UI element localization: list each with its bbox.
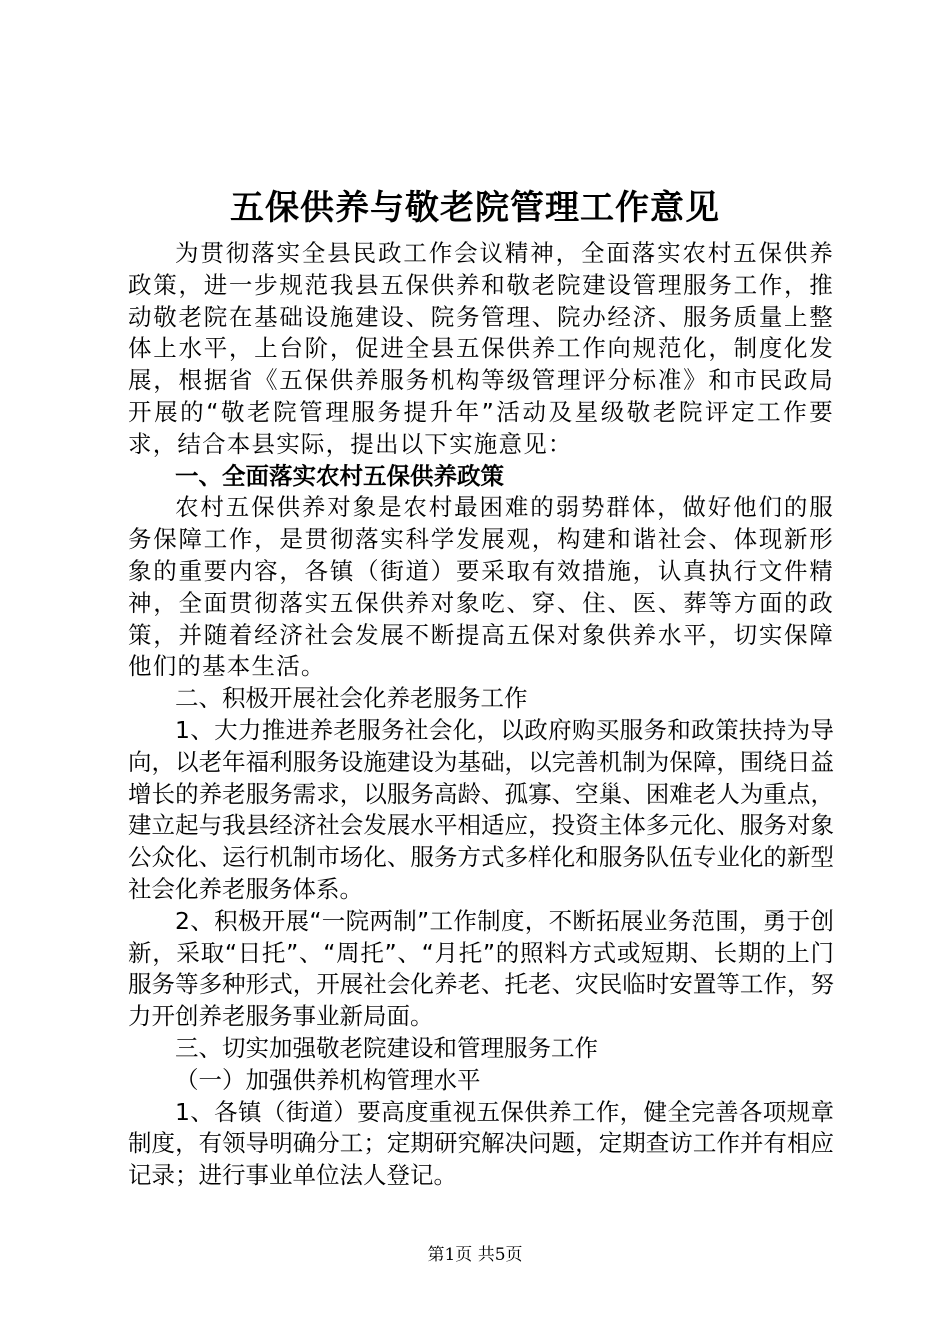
section-heading-3: 三、切实加强敬老院建设和管理服务工作 (175, 1033, 598, 1062)
document-body (128, 238, 834, 1192)
subsection-heading-3-1: （一）加强供养机构管理水平 (175, 1065, 481, 1094)
section-2-item-2: 2、积极开展“一院两制”工作制度，不断拓展业务范围，勇于创新，采取“日托”、“周托”、“月托”的照料方式或短期、长期的上门服务等多种形式，开展社会化养老、托老、灾民临时安置等工作，努力开创养老服务事业新局面。 (128, 906, 834, 1031)
section-heading-2: 二、积极开展社会化养老服务工作 (175, 684, 528, 713)
document-title: 五保供养与敬老院管理工作意见 (230, 188, 720, 228)
section-2-item-1: 1、大力推进养老服务社会化，以政府购买服务和政策扶持为导向，以老年福利服务设施建设为基础，以完善机制为保障，围绕日益增长的养老服务需求，以服务高龄、孤寡、空巢、困难老人为重点，建立起与我县经济社会发展水平相适应，投资主体多元化、服务对象公众化、运行机制市场化、服务方式多样化和服务队伍专业化的新型社会化养老服务体系。 (128, 715, 834, 903)
section-heading-1: 一、全面落实农村五保供养政策 (175, 461, 504, 490)
page-number-footer: 第1页 共5页 (427, 1245, 523, 1265)
intro-paragraph: 为贯彻落实全县民政工作会议精神，全面落实农村五保供养政策，进一步规范我县五保供养和敬老院建设管理服务工作，推动敬老院在基础设施建设、院务管理、院办经济、服务质量上整体上水平，上台阶，促进全县五保供养工作向规范化，制度化发展，根据省《五保供养服务机构等级管理评分标准》和市民政局开展的“敬老院管理服务提升年”活动及星级敬老院评定工作要求，结合本县实际，提出以下实施意见： (128, 239, 834, 458)
section-1-paragraph: 农村五保供养对象是农村最困难的弱势群体，做好他们的服务保障工作，是贯彻落实科学发展观，构建和谐社会、体现新形象的重要内容，各镇（街道）要采取有效措施，认真执行文件精神，全面贯彻落实五保供养对象吃、穿、住、医、葬等方面的政策，并随着经济社会发展不断提高五保对象供养水平，切实保障他们的基本生活。 (128, 493, 834, 681)
subsection-3-1-item-1: 1、各镇（街道）要高度重视五保供养工作，健全完善各项规章制度，有领导明确分工；定期研究解决问题，定期查访工作并有相应记录；进行事业单位法人登记。 (128, 1097, 834, 1190)
